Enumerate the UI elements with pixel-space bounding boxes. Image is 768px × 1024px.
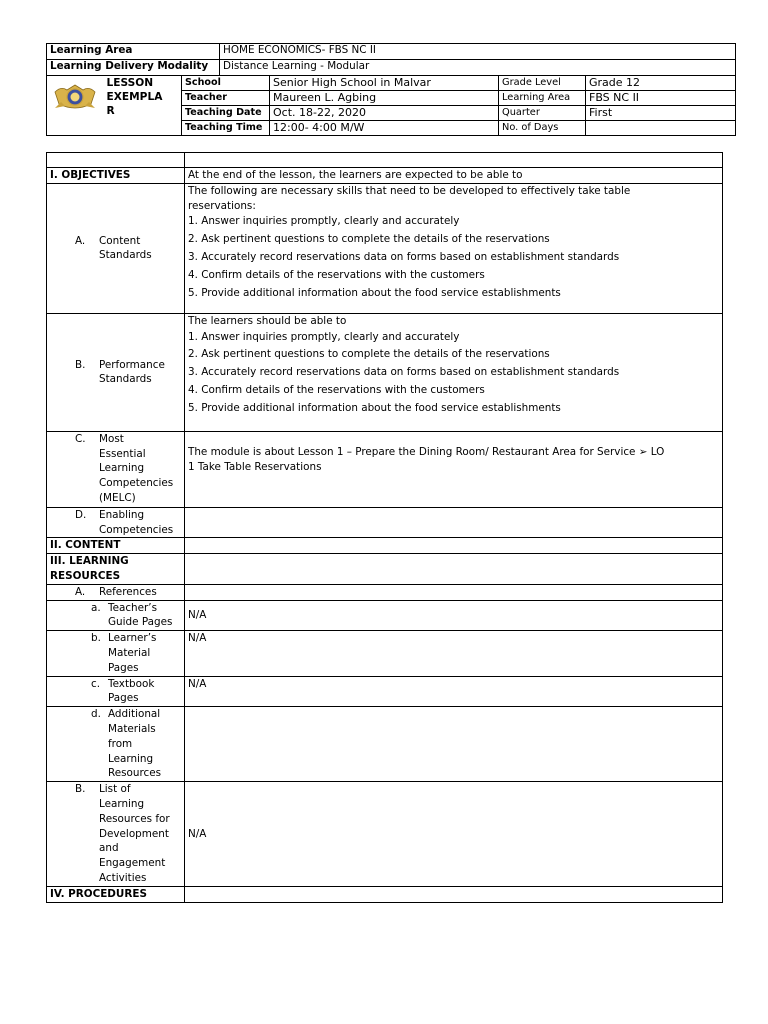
- performance-standards-label-2: Standards: [99, 373, 152, 386]
- lesson-exemplar-line-1: LESSON: [106, 77, 154, 89]
- references-label: [47, 584, 185, 600]
- modality-value: Distance Learning - Modular: [220, 60, 736, 76]
- textbook-num: c.: [91, 677, 101, 690]
- content-standards-label-2: Standards: [99, 249, 152, 262]
- list-resources-label-4: Development: [99, 827, 169, 840]
- learners-material-label-3: Pages: [108, 661, 139, 674]
- teachers-guide-label: [47, 600, 185, 631]
- performance-standards-intro: The learners should be able to: [188, 314, 347, 327]
- blank-header-cell-2: [185, 153, 723, 168]
- learning-area-2-label: Learning Area: [499, 91, 586, 106]
- learning-area-2-value: FBS NC II: [586, 91, 736, 106]
- content-standards-intro-1: The following are necessary skills that need to be developed to effectively take table: [188, 184, 631, 197]
- teacher-value: Maureen L. Agbing: [270, 91, 499, 106]
- performance-standards-label: [47, 313, 185, 431]
- list-resources-label: [47, 782, 185, 887]
- additional-materials-label: [47, 707, 185, 782]
- melc-label: [47, 431, 185, 507]
- days-label: No. of Days: [499, 121, 586, 136]
- content-heading: II. CONTENT: [47, 538, 185, 554]
- melc-label-2: Essential: [99, 447, 146, 460]
- quarter-label: Quarter: [499, 106, 586, 121]
- additional-materials-body: [185, 707, 723, 782]
- teacher-label: Teacher: [182, 91, 270, 106]
- lesson-plan-table: [46, 152, 723, 903]
- performance-standards-item: 5. Provide additional information about the food service establishments: [188, 401, 561, 414]
- learning-area-label: Learning Area: [47, 44, 220, 60]
- melc-label-3: Learning: [99, 462, 145, 475]
- list-resources-label-6: Engagement: [99, 857, 166, 870]
- content-standards-num: A.: [75, 234, 86, 247]
- enabling-label-1: Enabling: [99, 508, 145, 521]
- content-standards-item: 4. Confirm details of the reservations with the customers: [188, 268, 485, 281]
- enabling-label: [47, 507, 185, 538]
- teaching-date-value: Oct. 18-22, 2020: [270, 106, 499, 121]
- content-standards-item: 5. Provide additional information about the food service establishments: [188, 286, 561, 299]
- logo-cell: [47, 76, 103, 136]
- list-resources-label-7: Activities: [99, 871, 147, 884]
- content-standards-label-1: Content: [99, 234, 141, 247]
- teachers-guide-label-2: Guide Pages: [108, 616, 173, 629]
- objectives-intro: At the end of the lesson, the learners are expected to be able to: [185, 168, 723, 184]
- lesson-exemplar-line-3: R: [106, 105, 115, 117]
- lesson-exemplar-line-2: EXEMPLA: [106, 91, 163, 103]
- procedures-heading: IV. PROCEDURES: [47, 886, 185, 902]
- content-standards-intro-2: reservations:: [188, 199, 256, 212]
- performance-standards-label-1: Performance: [99, 358, 165, 371]
- content-standards-body: [185, 183, 723, 313]
- references-text: References: [99, 585, 157, 598]
- learning-resources-heading-1: III. LEARNING: [50, 555, 129, 568]
- references-body: [185, 584, 723, 600]
- list-resources-label-3: Resources for: [99, 812, 170, 825]
- additional-materials-label-3: from: [108, 737, 133, 750]
- textbook-label-2: Pages: [108, 692, 139, 705]
- grade-level-label: Grade Level: [499, 76, 586, 91]
- learning-resources-heading-2: RESOURCES: [50, 569, 121, 582]
- list-resources-value: N/A: [185, 782, 723, 887]
- textbook-value: N/A: [185, 676, 723, 707]
- melc-body: [185, 431, 723, 507]
- learning-resources-heading: [47, 554, 185, 585]
- references-num: A.: [75, 585, 86, 598]
- performance-standards-body: [185, 313, 723, 431]
- content-standards-label: [47, 183, 185, 313]
- additional-materials-num: d.: [91, 708, 101, 721]
- melc-label-4: Competencies: [99, 477, 174, 490]
- school-seal-icon: [51, 82, 99, 112]
- textbook-label-1: Textbook: [108, 677, 155, 690]
- quarter-value: First: [586, 106, 736, 121]
- school-value: Senior High School in Malvar: [270, 76, 499, 91]
- additional-materials-label-4: Learning: [108, 752, 154, 765]
- teaching-date-label: Teaching Date: [182, 106, 270, 121]
- enabling-label-2: Competencies: [99, 523, 174, 536]
- header-info-table: [46, 43, 736, 76]
- additional-materials-label-2: Materials: [108, 722, 156, 735]
- performance-standards-item: 2. Ask pertinent questions to complete the details of the reservations: [188, 348, 550, 361]
- school-label: School: [182, 76, 270, 91]
- teachers-guide-label-1: Teacher’s: [108, 601, 158, 614]
- modality-label: Learning Delivery Modality: [47, 60, 220, 76]
- procedures-body: [185, 886, 723, 902]
- learners-material-label-1: Learner’s: [108, 632, 157, 645]
- melc-label-5: (MELC): [99, 491, 136, 504]
- melc-text-2: 1 Take Table Reservations: [188, 460, 322, 473]
- performance-standards-item: 1. Answer inquiries promptly, clearly and accurately: [188, 330, 460, 343]
- blank-header-cell-1: [47, 153, 185, 168]
- teaching-time-value: 12:00- 4:00 M/W: [270, 121, 499, 136]
- enabling-num: D.: [75, 508, 87, 521]
- list-resources-label-5: and: [99, 842, 119, 855]
- content-standards-item: 1. Answer inquiries promptly, clearly and accurately: [188, 215, 460, 228]
- additional-materials-label-1: Additional: [108, 708, 161, 721]
- objectives-heading: I. OBJECTIVES: [47, 168, 185, 184]
- teachers-guide-value: N/A: [185, 600, 723, 631]
- list-resources-label-2: Learning: [99, 797, 145, 810]
- teaching-time-label: Teaching Time: [182, 121, 270, 136]
- melc-label-1: Most: [99, 432, 124, 445]
- days-value: [586, 121, 736, 136]
- teachers-guide-num: a.: [91, 601, 101, 614]
- performance-standards-item: 4. Confirm details of the reservations with the customers: [188, 383, 485, 396]
- learning-area-value: HOME ECONOMICS- FBS NC II: [220, 44, 736, 60]
- grade-level-value: Grade 12: [586, 76, 736, 91]
- list-resources-num: B.: [75, 783, 86, 796]
- melc-num: C.: [75, 432, 86, 445]
- additional-materials-label-5: Resources: [108, 767, 162, 780]
- content-standards-item: 2. Ask pertinent questions to complete the details of the reservations: [188, 233, 550, 246]
- content-standards-item: 3. Accurately record reservations data on forms based on establishment standards: [188, 250, 620, 263]
- content-body: [185, 538, 723, 554]
- enabling-body: [185, 507, 723, 538]
- melc-text-1: The module is about Lesson 1 – Prepare the Dining Room/ Restaurant Area for Service ➢ LO: [188, 445, 665, 458]
- learning-resources-body: [185, 554, 723, 585]
- lesson-exemplar-title: [103, 76, 182, 136]
- performance-standards-item: 3. Accurately record reservations data on forms based on establishment standards: [188, 366, 620, 379]
- textbook-label: [47, 676, 185, 707]
- lesson-details-table: [46, 75, 736, 136]
- learners-material-label-2: Material: [108, 646, 151, 659]
- learners-material-value: N/A: [185, 631, 723, 676]
- list-resources-label-1: List of: [99, 783, 131, 796]
- learners-material-num: b.: [91, 632, 101, 645]
- learners-material-label: [47, 631, 185, 676]
- performance-standards-num: B.: [75, 358, 86, 371]
